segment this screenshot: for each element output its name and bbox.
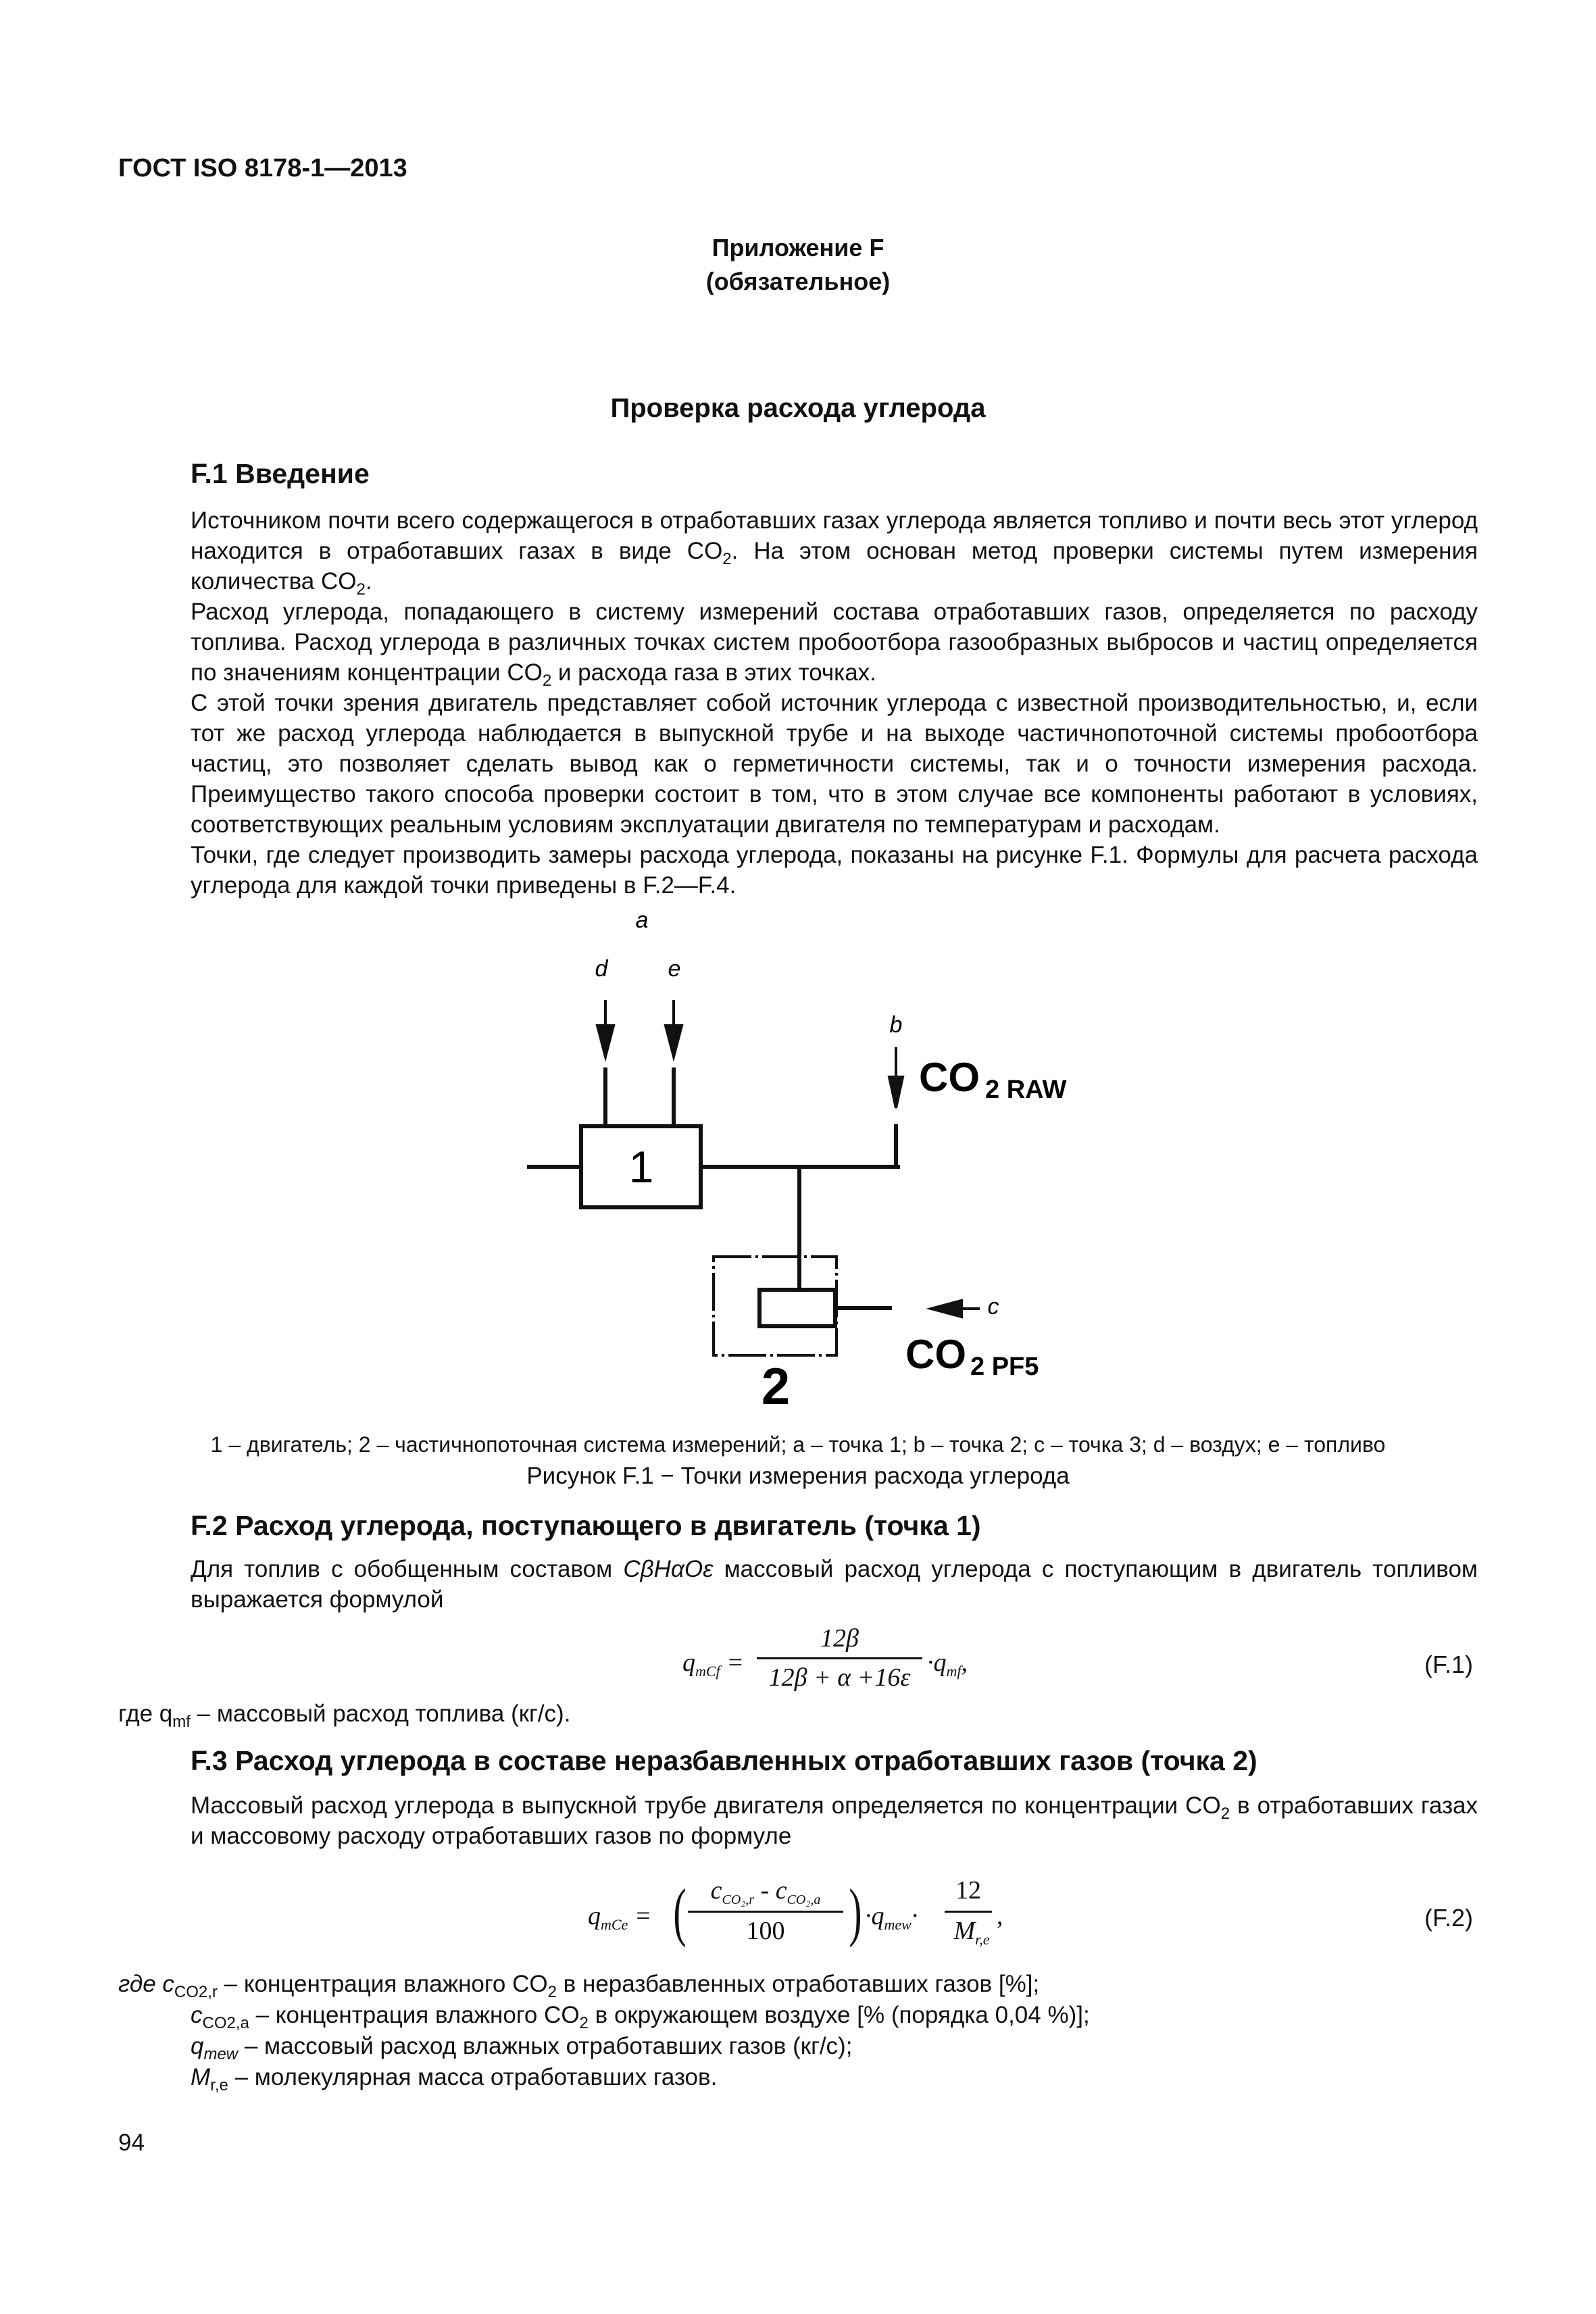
raw-arrow-icon (889, 1077, 903, 1108)
eq1-rhs: $\cdot q_{mf}$, (927, 1649, 968, 1680)
figure-caption: Рисунок F.1 − Точки измерения расхода углерода (526, 1463, 1070, 1489)
figure-legend: 1 – двигатель; 2 – частичнопоточная система измерений; a – точка 1; b – точка 2; c – точка 3; d – воздух; e – топливо (210, 1432, 1386, 1457)
eq2-numerator: $c_{CO_2,r} - c_{CO_2,a}$ (710, 1876, 821, 1907)
label-c: c (987, 1294, 999, 1319)
section-f2-heading: F.2 Расход углерода, поступающего в двигатель (точка 1) (191, 1510, 981, 1541)
pf-system-frame (714, 1257, 837, 1355)
section-f2-body (118, 1554, 1478, 1615)
box-2-label: 2 (761, 1358, 791, 1415)
annex-label: Приложение F (712, 234, 884, 261)
f2-where-line: где $q_{mf}$ – массовый расход топлива (кг/с). (118, 1701, 571, 1731)
air-arrow-icon (597, 1026, 614, 1057)
annex-title: Проверка расхода углерода (610, 393, 986, 423)
f3-where-4: $M_{r,e}$ – молекулярная масса отработавших газов. (191, 2064, 718, 2094)
paragraph-f3: Массовый расход углерода в выпускной трубе двигателя определяется по концентрации $CO_2$ в отработавших газах и массовому расходу отработавших газов по формуле (191, 1792, 1478, 1849)
figure-f1-diagram (500, 905, 1108, 1432)
label-b: b (889, 1012, 903, 1038)
annex-heading (0, 231, 1596, 299)
co2-raw-main: CO (919, 1055, 980, 1100)
paragraph-f2: Для топлив с обобщенным составом CβHαOε массовый расход углерода с поступающим в двигатель топливом выражается формулой (191, 1556, 1478, 1613)
box-1-label: 1 (628, 1142, 654, 1192)
label-e: e (668, 956, 681, 982)
label-d: d (595, 956, 608, 982)
f3-where-3: $q_{mew}$ – массовый расход влажных отработавших газов (кг/с); (191, 2033, 853, 2063)
paragraph-3: С этой точки зрения двигатель представляет собой источник углерода с известной производительностью, и, если тот же расход углерода наблюдается в выпускной трубе и на выходе частичнопоточной системы пробоотбора частиц, это позволяет сделать вывод как о герметичности системы, так и о точности измерения расхода. Преимущество такого способа проверки состоит в том, что в этом случае все компоненты работают в условиях, соответствующих реальным условиям эксплуатации двигателя по температурам и расходам. (191, 690, 1478, 838)
eq1-denominator: 12β + α +16ε (768, 1663, 911, 1692)
paragraph-1: Источником почти всего содержащегося в отработавших газах углерода является топливо и почти весь этот углерод находится в отработавших газах в виде $CO_2$. На этом основан метод проверки системы путем измерения количества $CO_2$. (191, 507, 1478, 599)
eq2-denominator: 100 (746, 1917, 785, 1945)
section-f1-body (118, 505, 1478, 901)
co2-pf5-main: CO (905, 1332, 966, 1377)
eq2-fraction-bar (688, 1911, 843, 1913)
co2-raw-sub: 2 RAW (985, 1076, 1067, 1104)
fuel-arrow-icon (666, 1026, 682, 1057)
annex-status: (обязательное) (705, 268, 891, 295)
co2-pf5-sub: 2 PF5 (970, 1353, 1039, 1381)
equation-f2: $q_{mCe}$ = ( $c_{CO_2,r} - c_{CO_2,a}$ 100 ) $\cdot q_{mew}\cdot$ 12 $M_{r,e}$ , (588, 1876, 1003, 1948)
eq2-qmew: $\cdot q_{mew}\cdot$ (865, 1902, 918, 1933)
eq2-lhs: $q_{mCe}$ = (588, 1902, 652, 1933)
equation-f1 (682, 1625, 993, 1706)
f3-where-2: $c_{CO2,a}$ – концентрация влажного $CO_2$ в окружающем воздухе [% (порядка 0,04 %)]; (191, 2002, 1090, 2032)
paragraph-2: Расход углерода, попадающего в систему измерений состава отработавших газов, определяется по расходу топлива. Расход углерода в различных точках систем пробоотбора газообразных выбросов и частиц определяется по значениям концентрации $CO_2$ и расхода газа в этих точках. (191, 599, 1478, 690)
eq2-den2: $M_{r,e}$ (953, 1917, 990, 1948)
paragraph-4: Точки, где следует производить замеры расхода углерода, показаны на рисунке F.1. Формулы для расчета расхода углерода для каждой точки приведены в F.2—F.4. (191, 842, 1478, 899)
section-f1-heading: F.1 Введение (191, 458, 370, 489)
pf-arrow-icon (931, 1301, 962, 1317)
equation-f1-number: (F.1) (1424, 1651, 1473, 1678)
section-f3-body (118, 1790, 1478, 1851)
eq2-num2: 12 (955, 1876, 981, 1905)
eq1-numerator: 12β (820, 1624, 859, 1653)
eq1-fraction-bar (757, 1657, 922, 1659)
eq1-lhs: $q_{mCf}$ = (682, 1649, 744, 1680)
page-number: 94 (118, 2130, 145, 2156)
pf-filter-box (759, 1290, 835, 1326)
document-header: ГОСТ ISO 8178-1—2013 (118, 154, 407, 182)
f3-where-1: где $c_{CO2,r}$ – концентрация влажного $CO_2$ в неразбавленных отработавших газов [%]; (118, 1971, 1040, 2001)
equation-f2-number: (F.2) (1424, 1904, 1473, 1932)
label-a: a (635, 907, 649, 933)
section-f3-heading: F.3 Расход углерода в составе неразбавленных отработавших газов (точка 2) (191, 1745, 1257, 1776)
